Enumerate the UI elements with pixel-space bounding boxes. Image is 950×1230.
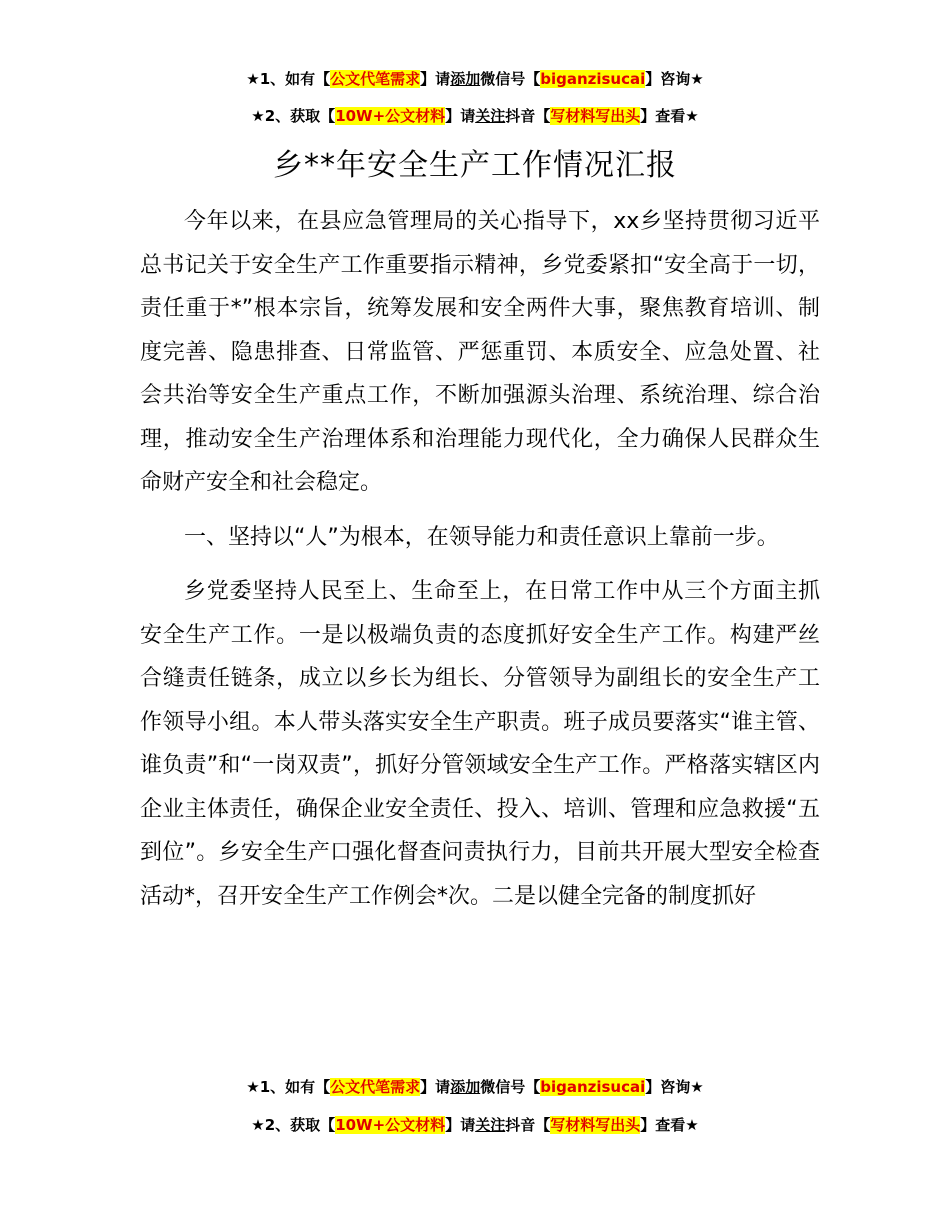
promo-banner-top-line-1 xyxy=(0,69,950,89)
banner-text: 】咨询★ xyxy=(645,70,704,88)
paragraph-section-1: 乡党委坚持人民至上、生命至上，在日常工作中从三个方面主抓安全生产工作。一是以极端负责的态度抓好安全生产工作。构建严丝合缝责任链条，成立以乡长为组长、分管领导为副组长的安全生产工作领导小组。本人带头落实安全生产职责。班子成员要落实“谁主管、谁负责”和“一岗双责”，抓好分管领域安全生产工作。严格落实辖区内企业主体责任，确保企业安全责任、投入、培训、管理和应急救援“五到位”。乡安全生产口强化督查问责执行力，目前共开展大型安全检查活动*，召开安全生产工作例会*次。二是以健全完备的制度抓好 xyxy=(140,579,820,909)
banner-text: 】查看★ xyxy=(640,1116,699,1134)
paragraph-intro: 今年以来，在县应急管理局的关心指导下，xx乡坚持贯彻习近平总书记关于安全生产工作重要指示精神，乡党委紧扣“安全高于一切，责任重于*”根本宗旨，统筹发展和安全两件大事，聚焦教育培训、制度完善、隐患排查、日常监管、严惩重罚、本质安全、应急处置、社会共治等安全生产重点工作，不断加强源头治理、系统治理、综合治理，推动安全生产治理体系和治理能力现代化，全力确保人民群众生命财产安全和社会稳定。 xyxy=(140,209,820,495)
promo-banner-bottom-line-2 xyxy=(0,1115,950,1135)
document-body xyxy=(140,200,820,929)
promo-banner-bottom-line-1 xyxy=(0,1077,950,1097)
banner-highlight: 写材料写出头 xyxy=(550,1116,641,1134)
document-title: 乡**年安全生产工作情况汇报 xyxy=(273,148,677,183)
banner-text: 】请 xyxy=(420,70,451,88)
banner-highlight: biganzisucai xyxy=(540,1078,646,1096)
banner-highlight: biganzisucai xyxy=(540,70,646,88)
banner-text: 】查看★ xyxy=(640,107,699,125)
banner-highlight: 公文代笔需求 xyxy=(330,70,421,88)
banner-underlined: 关注 xyxy=(475,107,506,125)
banner-text: 】请 xyxy=(445,1116,476,1134)
promo-banner-top-line-2 xyxy=(0,106,950,126)
banner-text: ★2、获取【 xyxy=(251,107,336,125)
banner-text: 微信号【 xyxy=(480,1078,541,1096)
banner-highlight: 写材料写出头 xyxy=(550,107,641,125)
banner-underlined: 添加 xyxy=(450,70,481,88)
banner-text: ★2、获取【 xyxy=(251,1116,336,1134)
banner-text: 抖音【 xyxy=(505,1116,551,1134)
banner-highlight: 10W+公文材料 xyxy=(335,107,446,125)
banner-text: 】请 xyxy=(445,107,476,125)
banner-highlight: 公文代笔需求 xyxy=(330,1078,421,1096)
section-heading-1: 一、坚持以“人”为根本，在领导能力和责任意识上靠前一步。 xyxy=(184,524,779,550)
banner-highlight: 10W+公文材料 xyxy=(335,1116,446,1134)
banner-text: ★1、如有【 xyxy=(246,1078,331,1096)
banner-underlined: 关注 xyxy=(475,1116,506,1134)
banner-text: 抖音【 xyxy=(505,107,551,125)
banner-text: ★1、如有【 xyxy=(246,70,331,88)
banner-text: 】咨询★ xyxy=(645,1078,704,1096)
banner-text: 】请 xyxy=(420,1078,451,1096)
banner-text: 微信号【 xyxy=(480,70,541,88)
banner-underlined: 添加 xyxy=(450,1078,481,1096)
